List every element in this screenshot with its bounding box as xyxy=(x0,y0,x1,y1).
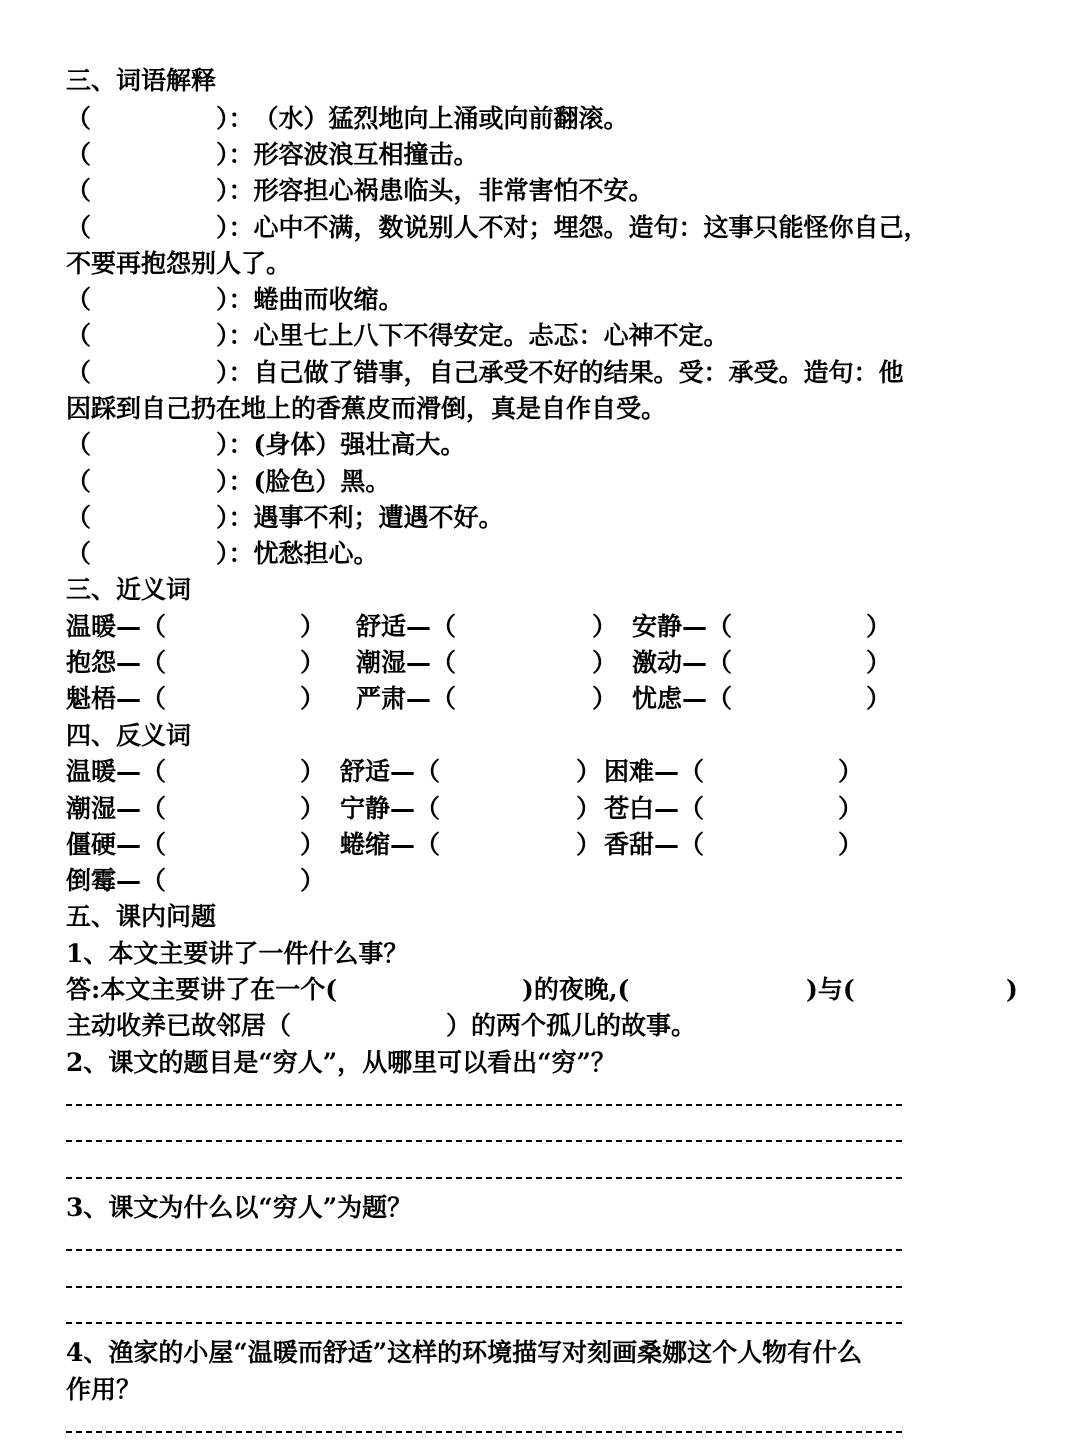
synonym-close-paren: ） xyxy=(592,612,618,641)
synonym-item: 魁梧—（ xyxy=(66,684,167,713)
antonym-item: 潮湿—（ xyxy=(66,794,167,823)
synonym-item: 舒适—（ xyxy=(356,612,457,641)
definition-text: 蜷曲而收缩。 xyxy=(253,285,404,314)
synonym-close-paren: ） xyxy=(866,648,892,677)
definition-item: （ ）：蜷曲而收缩。 xyxy=(66,285,404,314)
antonym-close-paren: ） xyxy=(300,866,326,895)
synonym-item: 忧虑—（ xyxy=(632,684,733,713)
antonym-close-paren: ） xyxy=(300,757,326,786)
definition-text: （水）猛烈地向上涌或向前翻滚。 xyxy=(253,104,629,133)
question-4: 4、渔家的小屋“温暖而舒适”这样的环境描写对刻画桑娜这个人物有什么 xyxy=(66,1338,863,1367)
answer-1-part3: )与( xyxy=(806,975,855,1004)
definition-continuation: 不要再抱怨别人了。 xyxy=(66,249,292,278)
antonym-item: 舒适—（ xyxy=(340,757,441,786)
antonym-item: 蜷缩—（ xyxy=(340,830,441,859)
definition-item: （ ）：(脸色）黑。 xyxy=(66,467,391,496)
synonym-close-paren: ） xyxy=(866,684,892,713)
antonym-item: 苍白—（ xyxy=(604,794,705,823)
answer-1-line2-part1: 主动收养已故邻居（ xyxy=(66,1011,292,1040)
answer-line xyxy=(66,1177,902,1179)
answer-line xyxy=(66,1104,902,1106)
answer-line xyxy=(66,1322,902,1324)
answer-line xyxy=(66,1431,902,1433)
synonym-close-paren: ） xyxy=(300,612,326,641)
definition-text: 忧愁担心。 xyxy=(253,539,379,568)
synonym-close-paren: ） xyxy=(592,684,618,713)
question-2: 2、课文的题目是“穷人”，从哪里可以看出“穷”？ xyxy=(66,1048,616,1077)
definition-item: （ ）：心中不满，数说别人不对；埋怨。造句：这事只能怪你自己， xyxy=(66,213,929,242)
question-4-continuation: 作用？ xyxy=(66,1375,142,1404)
antonym-close-paren: ） xyxy=(576,794,602,823)
synonym-item: 激动—（ xyxy=(632,648,733,677)
definition-item: （ ）：形容波浪互相撞击。 xyxy=(66,140,479,169)
answer-1-line2-part2: ）的两个孤儿的故事。 xyxy=(446,1011,697,1040)
definition-text: 形容波浪互相撞击。 xyxy=(253,140,479,169)
synonym-item: 抱怨—（ xyxy=(66,648,167,677)
definition-continuation: 因踩到自己扔在地上的香蕉皮而滑倒，真是自作自受。 xyxy=(66,394,667,423)
antonym-item: 倒霉—（ xyxy=(66,866,167,895)
definition-text: 自己做了错事，自己承受不好的结果。受：承受。造句：他 xyxy=(253,358,904,387)
definition-text: (脸色）黑。 xyxy=(253,467,391,496)
question-1: 1、本文主要讲了一件什么事？ xyxy=(66,939,409,968)
definition-text: 心中不满，数说别人不对；埋怨。造句：这事只能怪你自己， xyxy=(253,213,929,242)
definition-item: （ ）：忧愁担心。 xyxy=(66,539,379,568)
antonym-close-paren: ） xyxy=(300,794,326,823)
definition-item: （ ）：（水）猛烈地向上涌或向前翻滚。 xyxy=(66,104,629,133)
synonym-item: 温暖—（ xyxy=(66,612,167,641)
answer-line xyxy=(66,1286,902,1288)
definition-item: （ ）：心里七上八下不得安定。忐忑：心神不定。 xyxy=(66,321,729,350)
antonym-item: 温暖—（ xyxy=(66,757,167,786)
synonym-close-paren: ） xyxy=(300,648,326,677)
antonym-item: 困难—（ xyxy=(604,757,705,786)
section-heading-synonyms: 三、近义词 xyxy=(66,575,192,604)
antonym-close-paren: ） xyxy=(300,830,326,859)
definition-text: (身体）强壮高大。 xyxy=(253,430,466,459)
antonym-close-paren: ） xyxy=(838,794,864,823)
synonym-item: 严肃—（ xyxy=(356,684,457,713)
definition-text: 心里七上八下不得安定。忐忑：心神不定。 xyxy=(253,321,729,350)
answer-1-part1: 答:本文主要讲了在一个( xyxy=(66,975,338,1004)
answer-1-part4: ) xyxy=(1006,975,1018,1004)
definition-item: （ ）：形容担心祸患临头，非常害怕不安。 xyxy=(66,176,654,205)
definition-item: （ ）：自己做了错事，自己承受不好的结果。受：承受。造句：他 xyxy=(66,358,904,387)
definition-item: （ ）：遇事不利；遭遇不好。 xyxy=(66,503,504,532)
answer-1-part2: )的夜晚,( xyxy=(522,975,630,1004)
synonym-close-paren: ） xyxy=(300,684,326,713)
antonym-item: 宁静—（ xyxy=(340,794,441,823)
antonym-item: 香甜—（ xyxy=(604,830,705,859)
synonym-close-paren: ） xyxy=(592,648,618,677)
synonym-item: 潮湿—（ xyxy=(356,648,457,677)
synonym-close-paren: ） xyxy=(866,612,892,641)
definition-text: 遇事不利；遭遇不好。 xyxy=(253,503,504,532)
antonym-close-paren: ） xyxy=(838,830,864,859)
answer-line xyxy=(66,1140,902,1142)
section-heading-questions: 五、课内问题 xyxy=(66,902,217,931)
definition-text: 形容担心祸患临头，非常害怕不安。 xyxy=(253,176,654,205)
antonym-item: 僵硬—（ xyxy=(66,830,167,859)
question-3: 3、课文为什么以“穷人”为题？ xyxy=(66,1193,413,1222)
section-heading-word-explanation: 三、词语解释 xyxy=(66,66,217,95)
synonym-item: 安静—（ xyxy=(632,612,733,641)
antonym-close-paren: ） xyxy=(576,757,602,786)
section-heading-antonyms: 四、反义词 xyxy=(66,721,192,750)
antonym-close-paren: ） xyxy=(838,757,864,786)
definition-item: （ ）：(身体）强壮高大。 xyxy=(66,430,466,459)
antonym-close-paren: ） xyxy=(576,830,602,859)
answer-line xyxy=(66,1249,902,1251)
